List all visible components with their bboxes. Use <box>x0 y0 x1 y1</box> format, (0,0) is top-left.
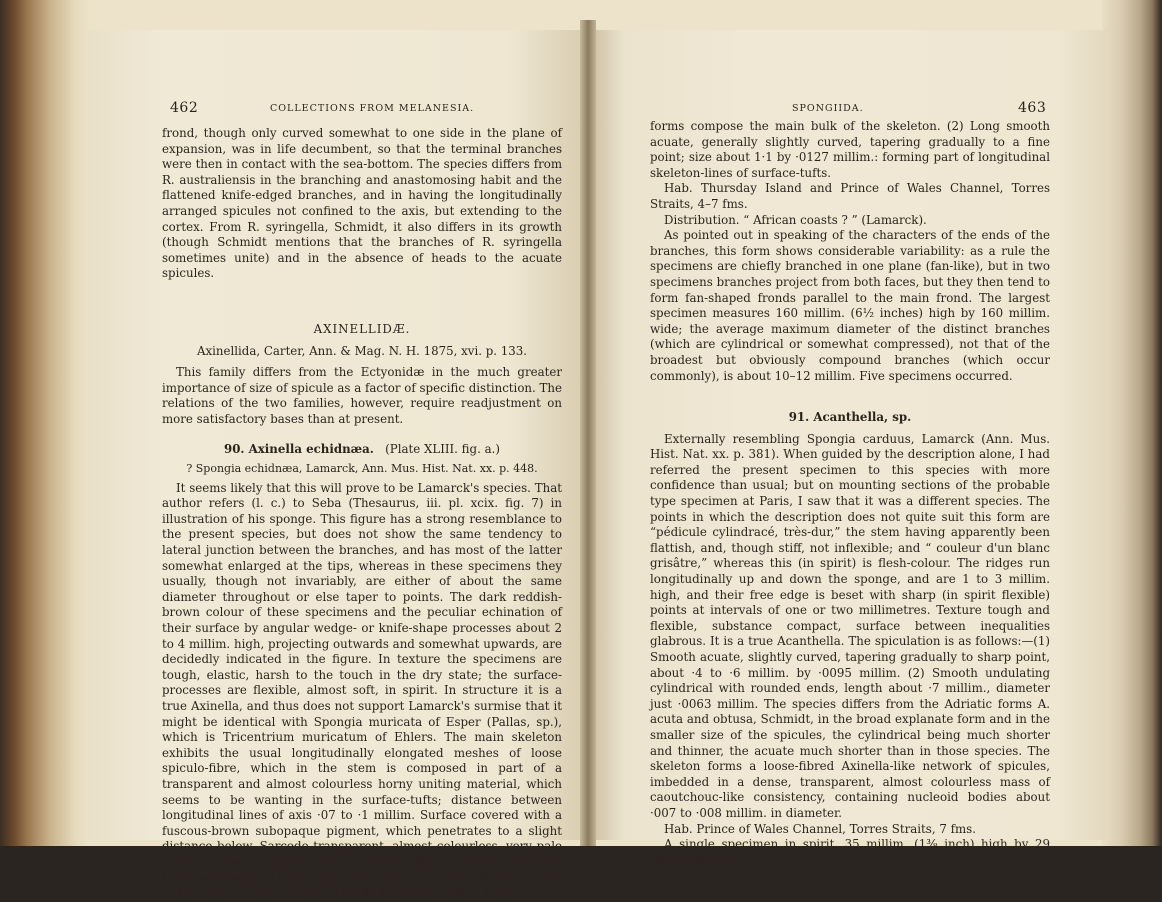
left-paragraph-3: It seems likely that this will prove to be Lamarck's species. That author refers (l. c.) to Seba (Thesaurus, iii. pl. xcix. fig. 7) in illustration of his sponge. This figure has a strong resemblance to the present species, but does not show the same tendency to lateral junction between the branches, and has most of the latter somewhat enlarged at the tips, whereas in these specimens they usually, though not invariably, are either of about the same diameter throughout or else taper to points. The dark reddish-brown colour of these specimens and the peculiar echination of their surface by angular wedge- or knife-shape processes about 2 to 4 millim. high, projecting outwards and somewhat upwards, are decidedly indicated in the figure. In texture the specimens are tough, elastic, harsh to the touch in the dry state; the surface-processes are flexible, almost soft, in spirit. In structure it is a true Axinella, and thus does not support Lamarck's surmise that it might be identical with Spongia muricata of Esper (Pallas, sp.), which is Tricentrium muricatum of Ehlers. The main skeleton exhibits the usual longitudinally elongated meshes of loose spiculo-fibre, which in the stem is composed in part of a transparent and almost colourless horny uniting material, which seems to be wanting in the surface-tufts; distance between longitudinal lines of axis ·07 to ·1 millim. Surface covered with a fuscous-brown subopaque pigment, which penetrates to a slight distance below. Sarcode transparent, almost colourless, very pale reddish brown. Spicules:—(1) Smooth, slightly curved acerate, tapering gradually to sharp points, or more or less blunted at one or both ends; size ·3 by ·0095 to ·44 by ·0127 millim.: these <box>162 480 562 901</box>
right-text-column <box>650 119 1050 868</box>
book-gutter <box>580 20 596 846</box>
right-running-head: SPONGIIDA. <box>792 103 864 114</box>
left-text-column <box>162 126 562 902</box>
distribution: Distribution. “ African coasts ? ” (Lamarck). <box>664 212 927 227</box>
right-paragraph-4: A single specimen in spirit, 35 millim. (1⅜ inch) high by 29 millim. across. <box>650 837 1050 867</box>
species-90-name: 90. Axinella echidnæa. <box>223 441 374 456</box>
right-paragraph-3: Externally resembling Spongia carduus, Lamarck (Ann. Mus. Hist. Nat. xx. p. 381). When guided by the description alone, I had referred the present specimen to this species with more confidence than usual; but on mounting sections of the probable type specimen at Paris, I saw that it was a different species. The points in which the description does not quite suit this form are “pédicule cylindracé, très-dur,” the stem having apparently been flattish, and, though stiff, not inflexible; and “ couleur d'un blanc grisâtre,” whereas this (in spirit) is flesh-colour. The ridges run longitudinally up and down the sponge, and are 1 to 3 millim. high, and their free edge is beset with sharp (in spirit flexible) points at intervals of one or two millimetres. Texture tough and flexible, substance compact, surface between inequalities glabrous. It is a true Acanthella. The spiculation is as follows:—(1) Smooth acuate, slightly curved, tapering gradually to sharp point, about ·4 to ·6 millim. by ·0095 millim. (2) Smooth undulating cylindrical with rounded ends, length about ·7 millim., diameter just ·0063 millim. The species differs from the Adriatic forms A. acuta and obtusa, Schmidt, in the broad explanate form and in the smaller size of the spicules, the cylindrical being much shorter and thinner, the acuate much shorter than in those species. The skeleton forms a loose-fibred Axinella-like network of spicules, imbedded in a dense, transparent, almost colourless mass of caoutchouc-like consistency, containing nucleoid bodies about ·007 to ·008 millim. in diameter. <box>650 431 1050 820</box>
left-page-number: 462 <box>170 100 199 116</box>
species-91-name: 91. Acanthella, sp. <box>788 410 912 425</box>
family-heading: AXINELLIDÆ. <box>313 321 411 336</box>
left-paragraph-2: This family differs from the Ectyonidæ in the much greater importance of size of spicule as a factor of specific distinction. The relations of the two families, however, require readjustment on more satisfactory bases than at present. <box>162 365 562 426</box>
family-reference: Axinellida, Carter, Ann. & Mag. N. H. 1875, xvi. p. 133. <box>196 343 528 358</box>
species-91-heading <box>650 410 1050 426</box>
habitat-2: Hab. Prince of Wales Channel, Torres Straits, 7 fms. <box>664 821 976 836</box>
right-paragraph-1: forms compose the main bulk of the skeleton. (2) Long smooth acuate, generally slightly curved, tapering gradually to a fine point; size about 1·1 by ·0127 millim.: forming part of longitudinal skeleton-lines of surface-tufts. <box>650 119 1050 180</box>
right-paragraph-2: As pointed out in speaking of the characters of the ends of the branches, this form shows considerable variability: as a rule the specimens are chiefly branched in one plane (fan-like), but in two specimens branches project from both faces, but they then tend to form fan-shaped fronds parallel to the main frond. The largest specimen measures 160 millim. (6½ inches) high by 160 millim. wide; the average maximum diameter of the distinct branches (which are cylindrical or somewhat compressed), not that of the broadest but obviously compound branches (which occur commonly), is about 10–12 millim. Five specimens occurred. <box>650 228 1050 383</box>
species-90-reference: ? Spongia echidnæa, Lamarck, Ann. Mus. Hist. Nat. xx. p. 448. <box>186 462 538 476</box>
species-90-heading <box>162 442 562 458</box>
right-page-number: 463 <box>1018 100 1047 116</box>
page-edges <box>1102 0 1162 846</box>
habitat-1: Hab. Thursday Island and Prince of Wales Channel, Torres Straits, 4–7 fms. <box>650 181 1050 211</box>
species-90-plate: (Plate XLIII. fig. a.) <box>385 441 500 456</box>
left-running-head: COLLECTIONS FROM MELANESIA. <box>270 103 475 114</box>
left-paragraph-1: frond, though only curved somewhat to one side in the plane of expansion, was in life decumbent, so that the terminal branches were then in contact with the sea-bottom. The species differs from R. australiensis in the branching and anastomosing habit and the flattened knife-edged branches, and in having the longitudinally arranged spicules not confined to the axis, but extending to the cortex. From R. syringella, Schmidt, it also differs in its growth (though Schmidt mentions that the branches of R. syringella sometimes unite) and in the absence of heads to the acuate spicules. <box>162 126 562 281</box>
